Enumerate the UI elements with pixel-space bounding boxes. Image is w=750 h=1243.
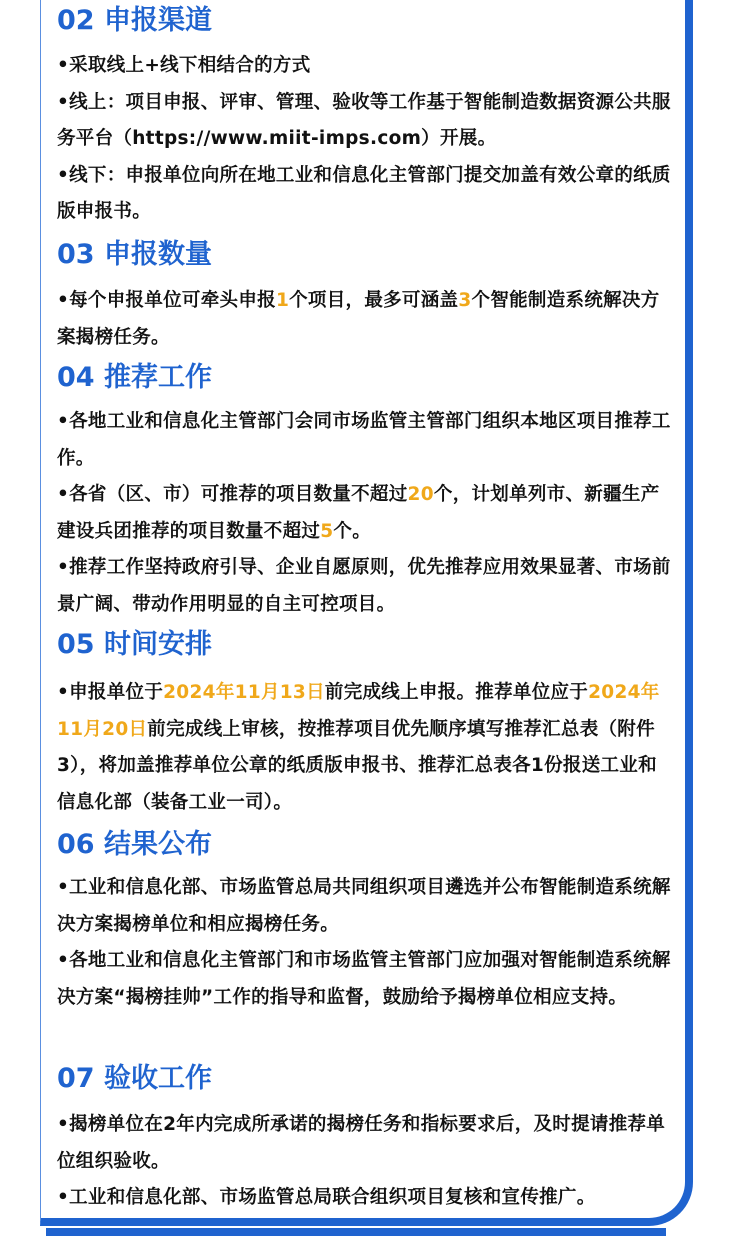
paragraph bbox=[57, 85, 673, 158]
text-run: •申报单位于 bbox=[57, 682, 164, 703]
highlight-number: 5 bbox=[320, 520, 334, 542]
text-run: •工业和信息化部、市场监管总局共同组织项目遴选并公布智能制造系统解决方案揭榜单位和相应揭榜任务。 bbox=[57, 877, 671, 935]
section-title: 02 申报渠道 bbox=[57, 5, 212, 36]
bottom-frame-bar bbox=[46, 1228, 666, 1236]
text-run: 前完成线上申报。推荐单位应于 bbox=[324, 682, 589, 703]
paragraph bbox=[57, 870, 673, 943]
highlight-number: 20 bbox=[407, 484, 434, 505]
section-title: 05 时间安排 bbox=[57, 629, 212, 660]
paragraph bbox=[57, 404, 673, 477]
paragraph bbox=[57, 550, 673, 623]
paragraph bbox=[57, 477, 673, 550]
paragraph bbox=[57, 158, 673, 231]
section-channel bbox=[57, 0, 673, 231]
highlight-date: 2024年11月20日 bbox=[57, 682, 660, 740]
section-title: 03 申报数量 bbox=[57, 239, 212, 270]
text-run: 个。 bbox=[333, 520, 371, 542]
text-run: 个智能制造系统解决方案揭榜任务。 bbox=[57, 290, 660, 348]
text-run: •每个申报单位可牵头申报 bbox=[57, 290, 276, 311]
text-run: •推荐工作坚持政府引导、企业自愿原则，优先推荐应用效果显著、市场前景广阔、带动作用明显的自主可控项目。 bbox=[57, 557, 671, 615]
text-run: •采取线上+线下相结合的方式 bbox=[57, 55, 311, 76]
section-quantity bbox=[57, 234, 673, 356]
highlight-number: 1 bbox=[275, 290, 290, 311]
text-run: •工业和信息化部、市场监管总局联合组织项目复核和宣传推广。 bbox=[57, 1187, 596, 1208]
section-acceptance bbox=[57, 1058, 673, 1217]
text-run: •各地工业和信息化主管部门和市场监管主管部门应加强对智能制造系统解决方案“揭榜挂帅”工作的指导和监督，鼓励给予揭榜单位相应支持。 bbox=[57, 950, 671, 1008]
section-recommendation bbox=[57, 357, 673, 623]
section-results bbox=[57, 824, 673, 1016]
highlight-number: 3 bbox=[458, 290, 472, 311]
text-run: •各省（区、市）可推荐的项目数量不超过 bbox=[57, 484, 408, 505]
paragraph bbox=[57, 1180, 673, 1217]
paragraph bbox=[57, 943, 673, 1016]
text-run: 前完成线上审核，按推荐项目优先顺序填写推荐汇总表（附件3），将加盖推荐单位公章的纸质版申报书、推荐汇总表各1份报送工业和信息化部（装备工业一司）。 bbox=[57, 718, 657, 813]
highlight-date: 2024年11月13日 bbox=[163, 682, 325, 703]
section-title: 04 推荐工作 bbox=[57, 362, 212, 393]
text-run: 个，计划单列市、新疆生产建设兵团推荐的项目数量不超过 bbox=[57, 484, 660, 542]
text-run: •揭榜单位在2年内完成所承诺的揭榜任务和指标要求后，及时提请推荐单位组织验收。 bbox=[57, 1114, 666, 1172]
text-run: 个项目，最多可涵盖 bbox=[289, 290, 459, 311]
paragraph bbox=[57, 283, 673, 356]
text-run: •各地工业和信息化主管部门会同市场监管主管部门组织本地区项目推荐工作。 bbox=[57, 411, 671, 469]
paragraph bbox=[57, 48, 673, 85]
text-run: •线下：申报单位向所在地工业和信息化主管部门提交加盖有效公章的纸质版申报书。 bbox=[57, 164, 671, 222]
section-schedule bbox=[57, 624, 673, 821]
paragraph bbox=[57, 675, 673, 821]
paragraph bbox=[57, 1107, 673, 1180]
section-title: 06 结果公布 bbox=[57, 829, 212, 860]
text-run: •线上：项目申报、评审、管理、验收等工作基于智能制造数据资源公共服务平台（https://www.miit-imps.com）开展。 bbox=[57, 91, 671, 149]
section-title: 07 验收工作 bbox=[57, 1063, 212, 1094]
